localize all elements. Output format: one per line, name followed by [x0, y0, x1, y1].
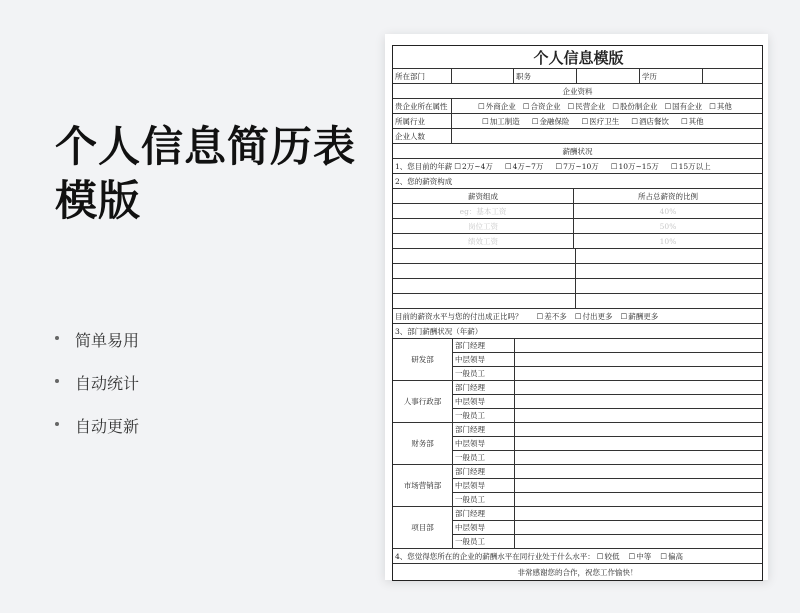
checkbox-option[interactable]: ☐ 股份制企业: [612, 101, 657, 112]
q2-label: 2、您的薪资构成: [395, 176, 453, 186]
composition-item[interactable]: [393, 249, 575, 263]
checkbox-option[interactable]: ☐ 外商企业: [478, 101, 516, 112]
q2-row: [393, 173, 762, 188]
checkbox-option[interactable]: ☐ 加工制造: [482, 116, 520, 127]
industry-row: [393, 113, 762, 128]
checkbox-option[interactable]: ☐ 中等: [629, 551, 652, 562]
department-block: [393, 506, 762, 548]
department-salary-cells: [514, 507, 762, 548]
education-value[interactable]: [702, 69, 762, 83]
role-label: 一般员工: [453, 492, 514, 506]
role-label: 中层领导: [453, 352, 514, 366]
checkbox-option[interactable]: ☐ 合资企业: [523, 101, 561, 112]
hero-title-line1: 个人信息简历表: [55, 122, 357, 171]
company-type-options: [451, 99, 762, 113]
staff-count-label: 企业人数: [395, 131, 425, 141]
composition-ratio[interactable]: 10%: [573, 234, 762, 248]
dept-value[interactable]: [451, 69, 513, 83]
position-value[interactable]: [576, 69, 639, 83]
role-label: 部门经理: [455, 383, 485, 392]
role-label: 中层领导: [453, 478, 514, 492]
department-roles: [452, 339, 514, 380]
salary-cell[interactable]: [515, 507, 762, 520]
department-salary-cells: [514, 465, 762, 506]
department-salary-cells: [514, 381, 762, 422]
composition-item[interactable]: [393, 294, 575, 308]
salary-cell[interactable]: [515, 381, 762, 394]
department-block: [393, 380, 762, 422]
q1-row: [393, 158, 762, 173]
salary-section-title: 薪酬状况: [562, 146, 593, 156]
department-salary-cells: [514, 423, 762, 464]
salary-cell[interactable]: [515, 534, 762, 548]
checkbox-option[interactable]: ☐ 付出更多: [575, 311, 613, 322]
role-label: 一般员工: [453, 534, 514, 548]
checkbox-option[interactable]: ☐ 4万~7万: [505, 161, 544, 172]
bullet-icon: [55, 422, 59, 426]
salary-cell[interactable]: [515, 478, 762, 492]
feature-item: 自动统计: [55, 371, 375, 414]
fairness-cell: [393, 309, 762, 323]
salary-cell[interactable]: [515, 352, 762, 366]
department-salary-cells: [514, 339, 762, 380]
role-label: 部门经理: [455, 509, 485, 518]
checkbox-option[interactable]: ☐ 医疗卫生: [581, 116, 619, 127]
bullet-icon: [55, 379, 59, 383]
composition-item[interactable]: [393, 279, 575, 293]
department-name: 项目部: [411, 523, 434, 532]
checkbox-option[interactable]: ☐ 薪酬更多: [620, 311, 658, 322]
checkbox-option[interactable]: ☐ 差不多: [537, 311, 567, 322]
salary-cell[interactable]: [515, 492, 762, 506]
checkbox-option[interactable]: ☐ 较低: [597, 551, 620, 562]
composition-item[interactable]: [393, 264, 575, 278]
composition-item[interactable]: eg：基本工资: [459, 206, 507, 216]
salary-cell[interactable]: [515, 339, 762, 352]
role-label: 一般员工: [453, 408, 514, 422]
department-table: [393, 338, 762, 548]
salary-cell[interactable]: [515, 408, 762, 422]
salary-cell[interactable]: [515, 520, 762, 534]
company-section-row: [393, 83, 762, 98]
staff-count-value[interactable]: [451, 129, 762, 143]
fairness-row: [393, 308, 762, 323]
q4-row: [393, 548, 762, 563]
feature-item: 简单易用: [55, 328, 375, 371]
position-label: 职务: [513, 69, 576, 83]
department-name: 人事行政部: [403, 397, 442, 406]
role-label: 部门经理: [455, 341, 485, 350]
department-roles: [452, 465, 514, 506]
hero-title-line2: 模版: [55, 176, 142, 225]
department-block: [393, 422, 762, 464]
role-label: 部门经理: [455, 467, 485, 476]
checkbox-option[interactable]: ☐ 偏高: [660, 551, 683, 562]
role-label: 一般员工: [453, 366, 514, 380]
department-roles: [452, 507, 514, 548]
feature-list: [55, 328, 375, 457]
department-block: [393, 338, 762, 380]
composition-ratio[interactable]: [575, 294, 762, 308]
header-row: [393, 68, 762, 83]
education-label: 学历: [639, 69, 702, 83]
role-label: 部门经理: [455, 425, 485, 434]
salary-cell[interactable]: [515, 366, 762, 380]
dept-label: 所在部门: [395, 71, 425, 81]
industry-label: 所属行业: [395, 116, 425, 126]
footer-text: 非常感谢您的合作，祝您工作愉快！: [517, 567, 638, 577]
q3-label: 3、部门薪酬状况（年薪）: [395, 326, 483, 336]
form-title: 个人信息模版: [533, 48, 624, 67]
department-name: 市场营销部: [403, 481, 442, 490]
staff-count-row: [393, 128, 762, 143]
role-label: 中层领导: [453, 520, 514, 534]
composition-item[interactable]: 岗位工资: [468, 221, 498, 231]
composition-ratio[interactable]: [575, 264, 762, 278]
salary-cell[interactable]: [515, 450, 762, 464]
hero-title: [55, 120, 375, 228]
salary-cell[interactable]: [515, 436, 762, 450]
composition-ratio[interactable]: 40%: [573, 204, 762, 218]
table-row: [393, 248, 762, 263]
department-roles: [452, 381, 514, 422]
table-row: [393, 233, 762, 248]
fairness-label: 目前的薪资水平与您的付出成正比吗？: [395, 311, 523, 321]
salary-cell[interactable]: [515, 423, 762, 436]
composition-header-row: [393, 188, 762, 203]
composition-col1: 薪资组成: [468, 191, 498, 201]
bullet-icon: [55, 336, 59, 340]
table-row: [393, 263, 762, 278]
checkbox-option[interactable]: ☐ 10万~15万: [611, 161, 659, 172]
role-label: 一般员工: [453, 450, 514, 464]
salary-cell[interactable]: [515, 465, 762, 478]
table-row: [393, 203, 762, 218]
q1-cell: [393, 159, 762, 173]
role-label: 中层领导: [453, 394, 514, 408]
hero-panel: [55, 120, 375, 457]
department-roles: [452, 423, 514, 464]
composition-item[interactable]: 绩效工资: [468, 236, 498, 246]
composition-ratio[interactable]: [575, 279, 762, 293]
role-label: 中层领导: [453, 436, 514, 450]
checkbox-option[interactable]: ☐ 其他: [681, 116, 704, 127]
table-row: [393, 278, 762, 293]
q3-row: [393, 323, 762, 338]
feature-item: 自动更新: [55, 414, 375, 457]
checkbox-option[interactable]: ☐ 7万~10万: [555, 161, 598, 172]
info-form: [392, 45, 763, 581]
q4-cell: [393, 549, 762, 563]
checkbox-option[interactable]: ☐ 民营企业: [567, 101, 605, 112]
composition-ratio[interactable]: 50%: [573, 219, 762, 233]
form-title-row: [393, 46, 762, 68]
salary-section-row: [393, 143, 762, 158]
checkbox-option[interactable]: ☐ 酒店餐饮: [631, 116, 669, 127]
department-name: 研发部: [411, 355, 434, 364]
composition-ratio[interactable]: [575, 249, 762, 263]
industry-options: [451, 114, 762, 128]
company-type-label: 贵企业所在属性: [395, 101, 448, 111]
table-row: [393, 293, 762, 308]
checkbox-option[interactable]: ☐ 2万~4万: [454, 161, 493, 172]
department-name: 财务部: [411, 439, 434, 448]
composition-col2: 所占总薪资的比例: [573, 189, 762, 203]
footer-row: [393, 563, 762, 580]
company-section-title: 企业资料: [562, 86, 593, 96]
q4-label: 4、您觉得您所在的企业的薪酬水平在同行业处于什么水平：: [395, 551, 595, 561]
checkbox-option[interactable]: ☐ 金融保险: [532, 116, 570, 127]
department-block: [393, 464, 762, 506]
checkbox-option[interactable]: ☐ 其他: [709, 101, 732, 112]
table-row: [393, 218, 762, 233]
salary-cell[interactable]: [515, 394, 762, 408]
company-type-row: [393, 98, 762, 113]
checkbox-option[interactable]: ☐ 国有企业: [664, 101, 702, 112]
q1-label: 1、您目前的年薪: [395, 161, 453, 171]
checkbox-option[interactable]: ☐ 15万以上: [671, 161, 711, 172]
document-preview: [385, 34, 768, 580]
